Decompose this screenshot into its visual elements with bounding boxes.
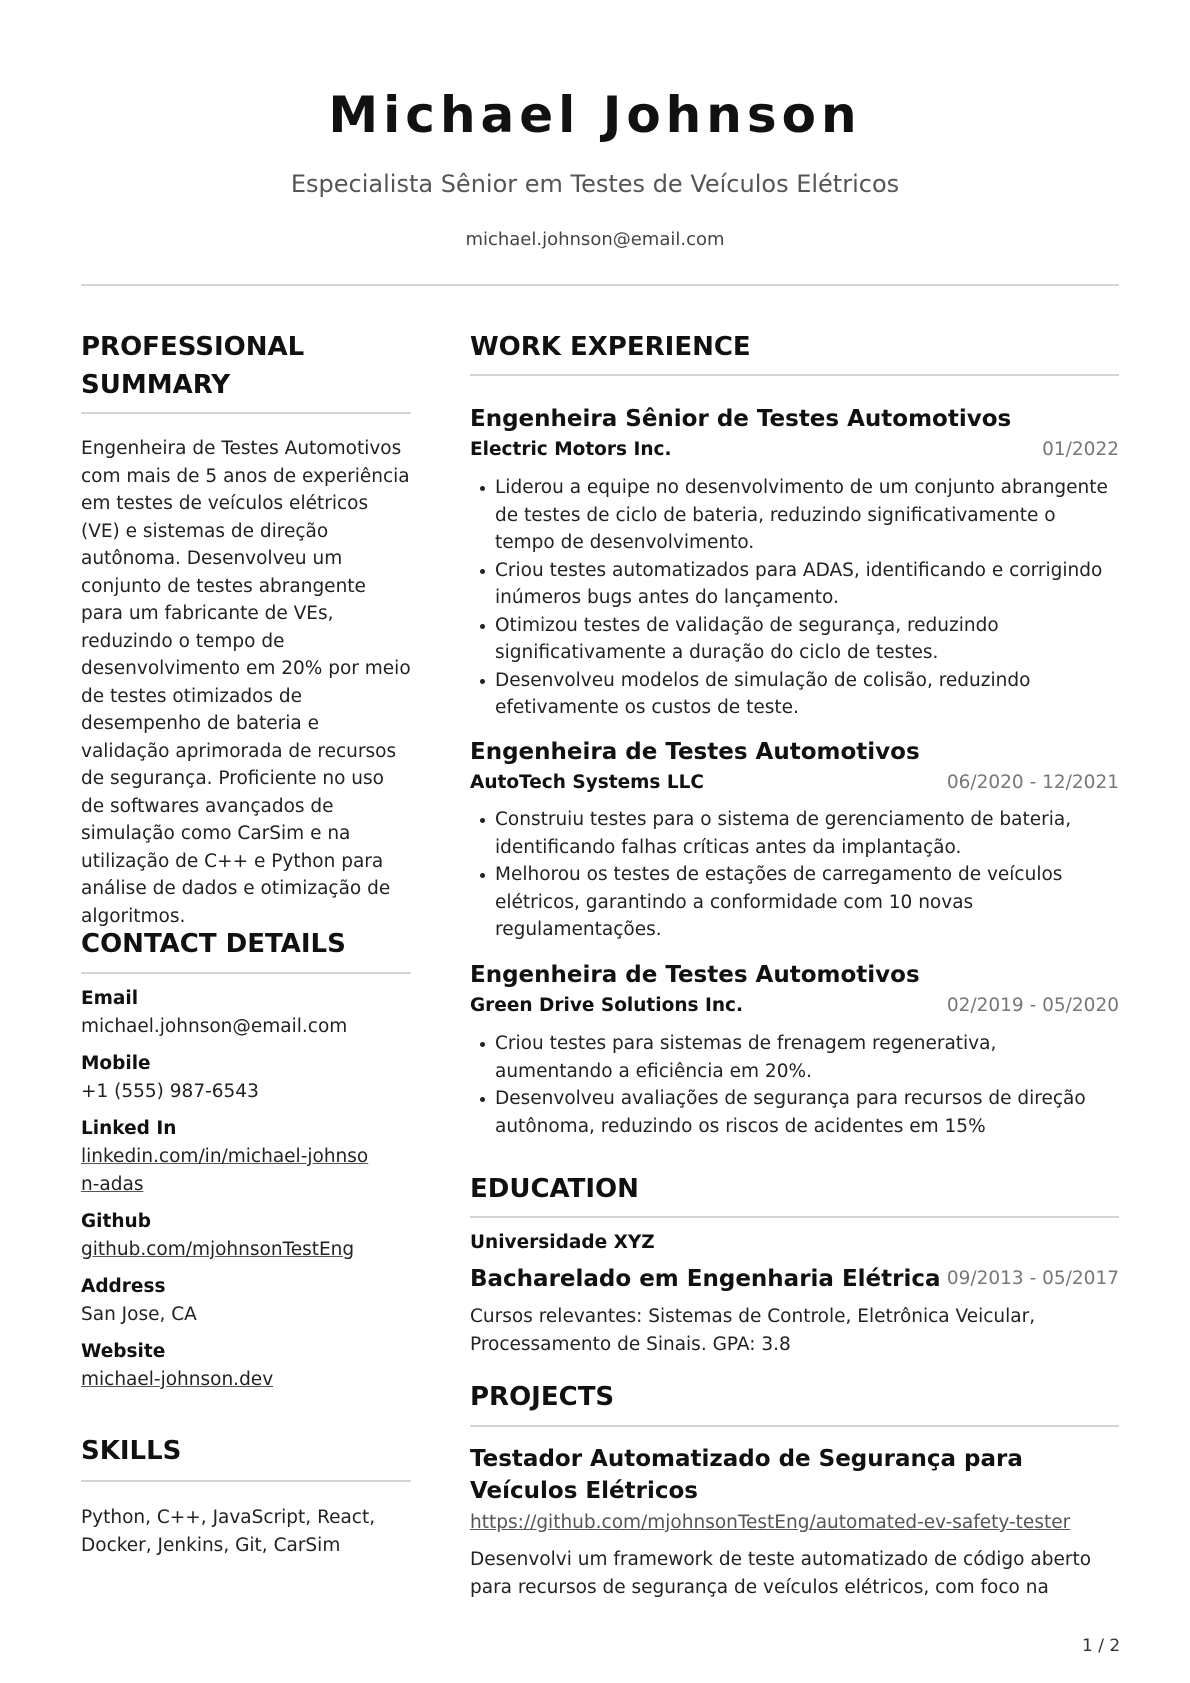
contact-website-label: Website [81,1341,166,1362]
education-divider [470,1216,1119,1218]
job-bullets [470,806,1119,944]
summary-divider [81,412,411,414]
contact-email-label: Email [81,988,139,1009]
page-number: 1 / 2 [1082,1636,1121,1656]
job-bullet: Criou testes automatizados para ADAS, identificando e corrigindo inúmeros bugs antes do lançamento. [470,557,1119,612]
contact-github-link[interactable]: github.com/mjohnsonTestEng [81,1239,355,1260]
skills-divider [81,1480,411,1482]
job-title: Engenheira de Testes Automotivos [470,739,920,765]
experience-heading: WORK EXPERIENCE [470,332,751,362]
project-url-link[interactable]: https://github.com/mjohnsonTestEng/automated-ev-safety-tester [470,1512,1071,1533]
project-description: Desenvolvi um framework de teste automatizado de código aberto para recursos de segurança de veículos elétricos, com foco na [470,1549,1092,1598]
summary-text: Engenheira de Testes Automotivos com mais de 5 anos de experiência em testes de veículos elétricos (VE) e sistemas de direção autônoma. Desenvolveu um conjunto de testes abrangente para um fabricante de VEs, reduzindo o tempo de desenvolvimento em 20% por meio de testes otimizados de desempenho de bateria e validação aprimorada de recursos de segurança. Proficiente no uso de softwares avançados de simulação como CarSim e na utilização de C++ e Python para análise de dados e otimização de algoritmos. [81,438,411,927]
job-company: Green Drive Solutions Inc. [470,995,743,1016]
job-title: Engenheira Sênior de Testes Automotivos [470,406,1012,432]
job-bullet: Otimizou testes de validação de segurança, reduzindo significativamente a duração do ciclo de testes. [470,612,1119,667]
education-dates: 09/2013 - 05/2017 [946,1268,1119,1289]
experience-divider [470,374,1119,376]
header-email[interactable]: michael.johnson@email.com [465,229,725,250]
header-divider [81,284,1119,286]
contact-website-link[interactable]: michael-johnson.dev [81,1369,274,1390]
job-bullets [470,1030,1119,1140]
skills-text: Python, C++, JavaScript, React, Docker, Jenkins, Git, CarSim [81,1507,376,1556]
contact-mobile-label: Mobile [81,1053,151,1074]
job-company: Electric Motors Inc. [470,439,672,460]
job-bullet: Desenvolveu modelos de simulação de colisão, reduzindo efetivamente os custos de teste. [470,667,1119,722]
job-bullets [470,474,1119,722]
job-bullet: Criou testes para sistemas de frenagem regenerativa, aumentando a eficiência em 20%. [470,1030,1119,1085]
education-details: Cursos relevantes: Sistemas de Controle, Eletrônica Veicular, Processamento de Sinais. GPA: 3.8 [470,1306,1036,1355]
contact-address-label: Address [81,1276,166,1297]
job-bullet: Liderou a equipe no desenvolvimento de um conjunto abrangente de testes de ciclo de bateria, reduzindo significativamente o tempo de desenvolvimento. [470,474,1119,557]
contact-github-label: Github [81,1211,151,1232]
job-dates: 02/2019 - 05/2020 [946,995,1119,1016]
job-dates: 01/2022 [1042,439,1119,460]
job-title: Engenheira de Testes Automotivos [470,962,920,988]
projects-heading: PROJECTS [470,1382,615,1412]
candidate-name: Michael Johnson [328,86,862,144]
contact-linkedin-label: Linked In [81,1118,177,1139]
contact-linkedin-link[interactable]: linkedin.com/in/michael-johnson-adas [81,1146,369,1195]
contact-divider [81,972,411,974]
job-bullet: Construiu testes para o sistema de gerenciamento de bateria, identificando falhas críticas antes da implantação. [470,806,1119,861]
job-dates: 06/2020 - 12/2021 [946,772,1119,793]
contact-mobile-value[interactable]: +1 (555) 987-6543 [81,1081,259,1102]
contact-email-value[interactable]: michael.johnson@email.com [81,1016,348,1037]
contact-address-value: San Jose, CA [81,1304,197,1325]
job-bullet: Desenvolveu avaliações de segurança para recursos de direção autônoma, reduzindo os riscos de acidentes em 15% [470,1085,1119,1140]
job-company: AutoTech Systems LLC [470,772,704,793]
contact-heading: CONTACT DETAILS [81,929,346,959]
job-bullet: Melhorou os testes de estações de carregamento de veículos elétricos, garantindo a conformidade com 10 novas regulamentações. [470,861,1119,944]
summary-heading: PROFESSIONAL SUMMARY [81,332,305,400]
education-school: Universidade XYZ [470,1232,655,1253]
skills-heading: SKILLS [81,1436,182,1466]
project-title: Testador Automatizado de Segurança para Veículos Elétricos [470,1446,1023,1504]
candidate-title: Especialista Sênior em Testes de Veículos Elétricos [290,170,900,198]
projects-divider [470,1425,1119,1427]
education-heading: EDUCATION [470,1174,639,1204]
education-degree: Bacharelado em Engenharia Elétrica [470,1266,941,1292]
